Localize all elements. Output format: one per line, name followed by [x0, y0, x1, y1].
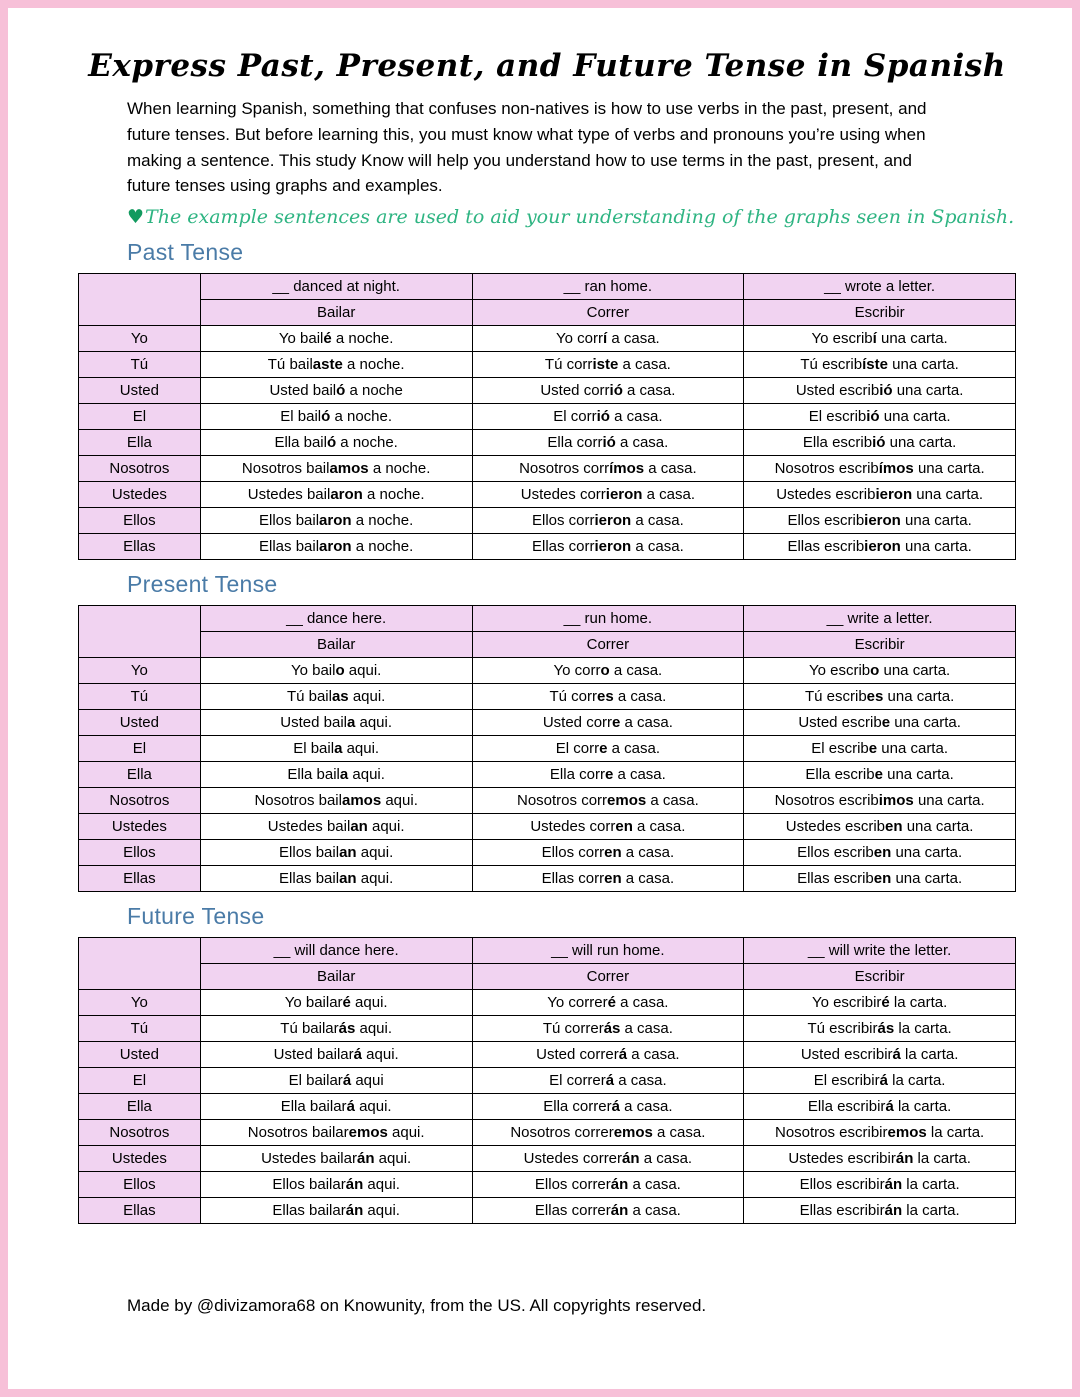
pronoun-cell: El — [79, 736, 201, 762]
sentence-cell: Ellos correrán a casa. — [472, 1172, 744, 1198]
intro-paragraph: When learning Spanish, something that confuses non-natives is how to use verbs in the past, present, and future tenses. But before learning this, you must know what type of verbs and pronouns you’re using when making a sentence. This study Know will help you understand how to use terms in the past, present, and future tenses using graphs and examples. — [127, 99, 927, 196]
pronoun-cell: Tú — [79, 1016, 201, 1042]
sentence-cell: Ellas escriben una carta. — [744, 866, 1016, 892]
sentence-cell: Yo bailo aqui. — [200, 658, 472, 684]
verb-header-row — [79, 632, 1016, 658]
english-header-cell: __ run home. — [472, 606, 744, 632]
sentence-cell: Ella escribió una carta. — [744, 430, 1016, 456]
sentence-cell: Ustedes bailarán aqui. — [200, 1146, 472, 1172]
table-row — [79, 1068, 1016, 1094]
pronoun-cell: Ustedes — [79, 1146, 201, 1172]
section-heading-past: Past Tense — [127, 239, 244, 266]
sentence-cell: Nosotros correremos a casa. — [472, 1120, 744, 1146]
english-header-row — [79, 938, 1016, 964]
sentence-cell: Usted corre a casa. — [472, 710, 744, 736]
pronoun-cell: Ella — [79, 430, 201, 456]
pronoun-cell: Yo — [79, 326, 201, 352]
verb-header-cell: Correr — [472, 300, 744, 326]
sentence-cell: Usted corrió a casa. — [472, 378, 744, 404]
sentence-cell: Tú bailarás aqui. — [200, 1016, 472, 1042]
sentence-cell: Ellas escribieron una carta. — [744, 534, 1016, 560]
sentence-cell: Tú corriste a casa. — [472, 352, 744, 378]
verb-header-cell: Escribir — [744, 300, 1016, 326]
sentence-cell: Ustedes bailaron a noche. — [200, 482, 472, 508]
sentence-cell: El correrá a casa. — [472, 1068, 744, 1094]
table-row — [79, 456, 1016, 482]
sentence-cell: El bailará aqui — [200, 1068, 472, 1094]
english-header-cell: __ will write the letter. — [744, 938, 1016, 964]
pronoun-cell: Ella — [79, 762, 201, 788]
sentence-cell: Ellas corrieron a casa. — [472, 534, 744, 560]
sentence-cell: Ustedes bailan aqui. — [200, 814, 472, 840]
sentence-cell: Ellas bailan aqui. — [200, 866, 472, 892]
english-header-cell: __ ran home. — [472, 274, 744, 300]
sentence-cell: Ustedes escribieron una carta. — [744, 482, 1016, 508]
sentence-cell: Ustedes escribirán la carta. — [744, 1146, 1016, 1172]
sentence-cell: Nosotros bailaremos aqui. — [200, 1120, 472, 1146]
sentence-cell: Ellos bailan aqui. — [200, 840, 472, 866]
sentence-cell: Tú bailaste a noche. — [200, 352, 472, 378]
document-page — [8, 48, 1072, 1316]
table-row — [79, 482, 1016, 508]
sentence-cell: El corre a casa. — [472, 736, 744, 762]
pronoun-cell: Ellas — [79, 1198, 201, 1224]
sentence-cell: Tú correrás a casa. — [472, 1016, 744, 1042]
sentence-cell: Ella baila aqui. — [200, 762, 472, 788]
english-header-cell: __ danced at night. — [200, 274, 472, 300]
table-row — [79, 378, 1016, 404]
sentence-cell: Ella bailó a noche. — [200, 430, 472, 456]
table-row — [79, 1146, 1016, 1172]
sentence-cell: Yo corro a casa. — [472, 658, 744, 684]
table-row — [79, 326, 1016, 352]
table-row — [79, 1042, 1016, 1068]
note-text: The example sentences are used to aid your understanding of the graphs seen in Spanish. — [145, 206, 1015, 229]
sentence-cell: Ella corre a casa. — [472, 762, 744, 788]
sentence-cell: Tú escribíste una carta. — [744, 352, 1016, 378]
sentence-cell: Ellas bailarán aqui. — [200, 1198, 472, 1224]
tense-sections — [78, 239, 1016, 1224]
sentence-cell: Ellas correrán a casa. — [472, 1198, 744, 1224]
sentence-cell: Usted bailará aqui. — [200, 1042, 472, 1068]
corner-cell — [79, 606, 201, 658]
english-header-cell: __ will dance here. — [200, 938, 472, 964]
table-row — [79, 788, 1016, 814]
pronoun-cell: Ellas — [79, 534, 201, 560]
sentence-cell: Ellos escriben una carta. — [744, 840, 1016, 866]
sentence-cell: Ellas bailaron a noche. — [200, 534, 472, 560]
table-row — [79, 352, 1016, 378]
pronoun-cell: Ustedes — [79, 482, 201, 508]
sentence-cell: Yo escribí una carta. — [744, 326, 1016, 352]
verb-header-row — [79, 300, 1016, 326]
table-row — [79, 814, 1016, 840]
sentence-cell: Tú escribirás la carta. — [744, 1016, 1016, 1042]
pronoun-cell: Tú — [79, 684, 201, 710]
sentence-cell: Yo corrí a casa. — [472, 326, 744, 352]
sentence-cell: El corrió a casa. — [472, 404, 744, 430]
pronoun-cell: Usted — [79, 710, 201, 736]
sentence-cell: Tú escribes una carta. — [744, 684, 1016, 710]
table-row — [79, 990, 1016, 1016]
sentence-cell: Tú corres a casa. — [472, 684, 744, 710]
sentence-cell: Ellos bailarán aqui. — [200, 1172, 472, 1198]
pronoun-cell: El — [79, 1068, 201, 1094]
sentence-cell: Nosotros corrímos a casa. — [472, 456, 744, 482]
sentence-cell: Usted escribirá la carta. — [744, 1042, 1016, 1068]
note-line — [127, 206, 1016, 228]
corner-cell — [79, 274, 201, 326]
table-row — [79, 508, 1016, 534]
pronoun-cell: El — [79, 404, 201, 430]
pronoun-cell: Tú — [79, 352, 201, 378]
pronoun-cell: Usted — [79, 1042, 201, 1068]
sentence-cell: Ellas corren a casa. — [472, 866, 744, 892]
sentence-cell: Ellos corrieron a casa. — [472, 508, 744, 534]
verb-header-cell: Escribir — [744, 964, 1016, 990]
sentence-cell: El escribió una carta. — [744, 404, 1016, 430]
sentence-cell: Ellos bailaron a noche. — [200, 508, 472, 534]
sentence-cell: Nosotros bailamos a noche. — [200, 456, 472, 482]
verb-header-cell: Bailar — [200, 964, 472, 990]
verb-header-row — [79, 964, 1016, 990]
table-row — [79, 684, 1016, 710]
verb-header-cell: Correr — [472, 632, 744, 658]
pronoun-cell: Nosotros — [79, 456, 201, 482]
sentence-cell: Ustedes correrán a casa. — [472, 1146, 744, 1172]
verb-header-cell: Bailar — [200, 300, 472, 326]
pronoun-cell: Ellos — [79, 508, 201, 534]
table-row — [79, 866, 1016, 892]
sentence-cell: Nosotros escribímos una carta. — [744, 456, 1016, 482]
table-row — [79, 404, 1016, 430]
sentence-cell: Yo escribiré la carta. — [744, 990, 1016, 1016]
table-row — [79, 430, 1016, 456]
sentence-cell: Usted bailó a noche — [200, 378, 472, 404]
table-row — [79, 1172, 1016, 1198]
sentence-cell: Ella escribe una carta. — [744, 762, 1016, 788]
tense-table-present — [78, 605, 1016, 892]
sentence-cell: Ustedes escriben una carta. — [744, 814, 1016, 840]
english-header-cell: __ dance here. — [200, 606, 472, 632]
pronoun-cell: Ellos — [79, 840, 201, 866]
pronoun-cell: Yo — [79, 990, 201, 1016]
sentence-cell: El escribirá la carta. — [744, 1068, 1016, 1094]
sentence-cell: Nosotros escribimos una carta. — [744, 788, 1016, 814]
english-header-cell: __ will run home. — [472, 938, 744, 964]
table-row — [79, 1016, 1016, 1042]
sentence-cell: Ella correrá a casa. — [472, 1094, 744, 1120]
table-row — [79, 710, 1016, 736]
pronoun-cell: Usted — [79, 378, 201, 404]
sentence-cell: Yo escribo una carta. — [744, 658, 1016, 684]
sentence-cell: Ellos corren a casa. — [472, 840, 744, 866]
page-title: Express Past, Present, and Future Tense in Spanish — [88, 48, 1006, 84]
sentence-cell: Usted correrá a casa. — [472, 1042, 744, 1068]
sentence-cell: El escribe una carta. — [744, 736, 1016, 762]
sentence-cell: Ustedes corrieron a casa. — [472, 482, 744, 508]
table-row — [79, 1094, 1016, 1120]
pronoun-cell: Ellos — [79, 1172, 201, 1198]
pronoun-cell: Ellas — [79, 866, 201, 892]
sentence-cell: Yo correré a casa. — [472, 990, 744, 1016]
english-header-row — [79, 274, 1016, 300]
sentence-cell: Nosotros bailamos aqui. — [200, 788, 472, 814]
pronoun-cell: Nosotros — [79, 1120, 201, 1146]
sentence-cell: Ellos escribieron una carta. — [744, 508, 1016, 534]
sentence-cell: Usted escribió una carta. — [744, 378, 1016, 404]
table-row — [79, 658, 1016, 684]
table-row — [79, 1120, 1016, 1146]
sentence-cell: El bailó a noche. — [200, 404, 472, 430]
corner-cell — [79, 938, 201, 990]
section-heading-future: Future Tense — [127, 903, 265, 930]
heart-icon: ♥ — [127, 206, 145, 229]
tense-table-future — [78, 937, 1016, 1224]
table-row — [79, 840, 1016, 866]
english-header-row — [79, 606, 1016, 632]
pronoun-cell: Ella — [79, 1094, 201, 1120]
section-heading-present: Present Tense — [127, 571, 278, 598]
sentence-cell: Ustedes corren a casa. — [472, 814, 744, 840]
verb-header-cell: Bailar — [200, 632, 472, 658]
sentence-cell: Nosotros corremos a casa. — [472, 788, 744, 814]
sentence-cell: Ella bailará aqui. — [200, 1094, 472, 1120]
footer-credit: Made by @divizamora68 on Knowunity, from the US. All copyrights reserved. — [127, 1296, 707, 1316]
table-row — [79, 762, 1016, 788]
sentence-cell: Ellas escribirán la carta. — [744, 1198, 1016, 1224]
sentence-cell: Ellos escribirán la carta. — [744, 1172, 1016, 1198]
table-row — [79, 736, 1016, 762]
table-row — [79, 1198, 1016, 1224]
english-header-cell: __ wrote a letter. — [744, 274, 1016, 300]
sentence-cell: Tú bailas aqui. — [200, 684, 472, 710]
sentence-cell: Nosotros escribiremos la carta. — [744, 1120, 1016, 1146]
sentence-cell: Yo bailé a noche. — [200, 326, 472, 352]
pronoun-cell: Ustedes — [79, 814, 201, 840]
tense-table-past — [78, 273, 1016, 560]
sentence-cell: El baila aqui. — [200, 736, 472, 762]
pronoun-cell: Nosotros — [79, 788, 201, 814]
sentence-cell: Ella corrió a casa. — [472, 430, 744, 456]
verb-header-cell: Correr — [472, 964, 744, 990]
verb-header-cell: Escribir — [744, 632, 1016, 658]
sentence-cell: Yo bailaré aqui. — [200, 990, 472, 1016]
sentence-cell: Usted baila aqui. — [200, 710, 472, 736]
pronoun-cell: Yo — [79, 658, 201, 684]
table-row — [79, 534, 1016, 560]
english-header-cell: __ write a letter. — [744, 606, 1016, 632]
sentence-cell: Usted escribe una carta. — [744, 710, 1016, 736]
sentence-cell: Ella escribirá la carta. — [744, 1094, 1016, 1120]
